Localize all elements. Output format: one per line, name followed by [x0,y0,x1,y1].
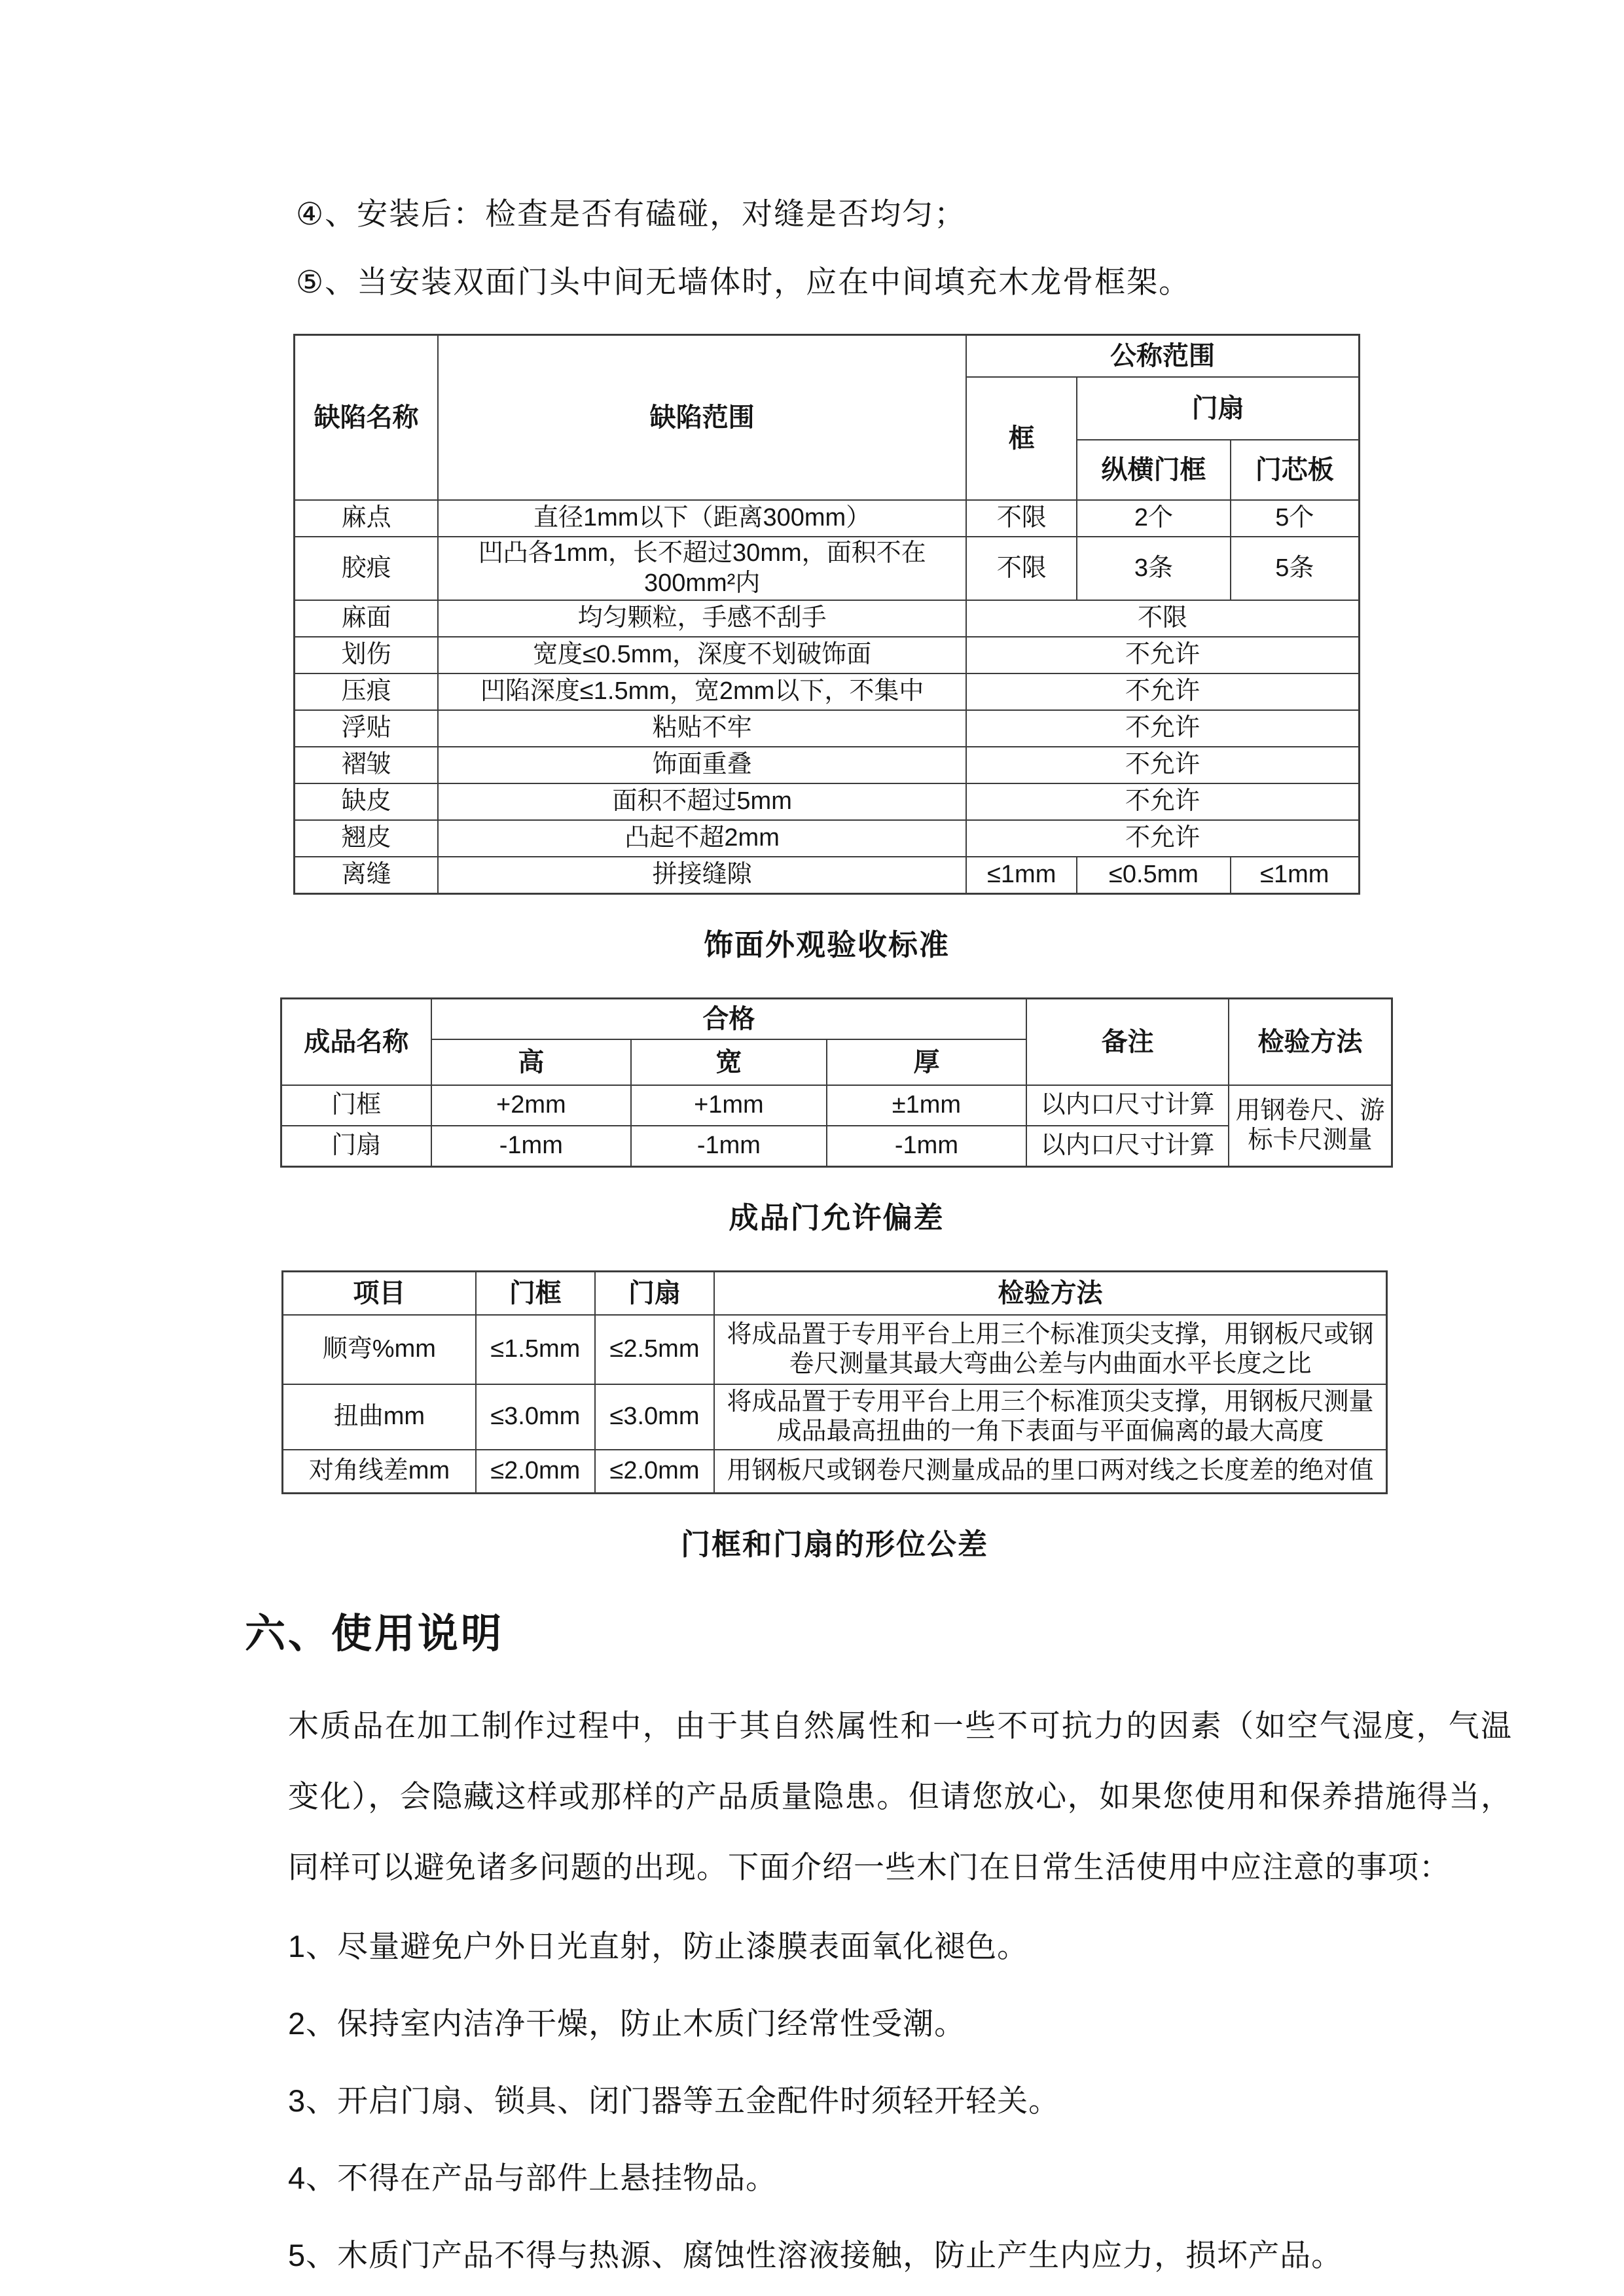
t2-r0-h: +2mm [431,1085,631,1126]
table-row [295,747,1360,783]
t1-r1-frame: 不限 [966,537,1077,600]
t1-r0-frame: 不限 [966,500,1077,537]
usage-list [288,1929,1512,2273]
t1-r2-value: 不限 [966,600,1359,637]
t3-r2-item: 对角线差mm [283,1450,476,1494]
t1-r9-range: 拼接缝隙 [438,857,966,894]
table-row [283,1315,1387,1384]
t2-header-method: 检验方法 [1229,999,1392,1086]
t3-r2-frame: ≤2.0mm [476,1450,595,1494]
t1-r8-name: 翘皮 [295,820,439,857]
t1-r2-range: 均匀颗粒，手感不刮手 [438,600,966,637]
t3-header-leaf: 门扇 [595,1272,714,1316]
t3-header-method: 检验方法 [714,1272,1386,1316]
geometry-table [281,1270,1388,1494]
install-step-5: ⑤、当安装双面门头中间无墙体时，应在中间填充木龙骨框架。 [296,264,1191,300]
t1-r8-value: 不允许 [966,820,1359,857]
geometry-table-caption: 门框和门扇的形位公差 [680,1528,988,1562]
tolerance-table-block [280,997,1393,1236]
t2-r1-w: -1mm [631,1126,827,1167]
t1-r4-range: 凹陷深度≤1.5mm，宽2mm以下，不集中 [438,673,966,710]
t1-r9-frame: ≤1mm [966,857,1077,894]
table-row [295,673,1360,710]
tolerance-table [280,997,1393,1168]
t1-header-defect-name: 缺陷名称 [295,335,439,501]
t1-r3-range: 宽度≤0.5mm，深度不划破饰面 [438,637,966,673]
t3-r0-item: 顺弯%mm [283,1315,476,1384]
t1-header-defect-range: 缺陷范围 [438,335,966,501]
t1-r0-range: 直径1mm以下（距离300mm） [438,500,966,537]
t2-header-note: 备注 [1026,999,1229,1086]
t1-r1-vh: 3条 [1077,537,1230,600]
t1-r6-value: 不允许 [966,747,1359,783]
t1-r9-core: ≤1mm [1231,857,1360,894]
table-row [295,710,1360,747]
t1-header-core-board: 门芯板 [1231,440,1360,500]
defect-table-block [293,334,1360,963]
t1-r2-name: 麻面 [295,600,439,637]
list-item: 3、开启门扇、锁具、闭门器等五金配件时须轻开轻关。 [288,2083,1060,2119]
t1-header-nominal-range: 公称范围 [966,335,1359,378]
t1-r8-range: 凸起不超2mm [438,820,966,857]
t1-r1-range: 凹凸各1mm，长不超过30mm，面积不在300mm²内 [438,537,966,600]
t3-r2-method: 用钢板尺或钢卷尺测量成品的里口两对线之长度差的绝对值 [714,1450,1386,1494]
tolerance-table-caption: 成品门允许偏差 [729,1201,945,1235]
section-heading-usage: 六、使用说明 [245,1611,505,1657]
defect-table [293,334,1360,895]
t3-r1-item: 扭曲mm [283,1384,476,1450]
table-row [295,857,1360,894]
t3-r2-leaf: ≤2.0mm [595,1450,714,1494]
table-row [281,1126,1392,1167]
geometry-table-block [281,1270,1388,1563]
t2-r1-h: -1mm [431,1126,631,1167]
table-row [283,1450,1387,1494]
install-step-4: ④、安装后：检查是否有磕碰，对缝是否均匀； [296,196,967,231]
t1-r6-name: 褶皱 [295,747,439,783]
t2-r0-w: +1mm [631,1085,827,1126]
list-item: 1、尽量避免户外日光直射，防止漆膜表面氧化褪色。 [288,1929,1029,1964]
t2-r1-t: -1mm [827,1126,1026,1167]
t1-r7-range: 面积不超过5mm [438,783,966,820]
table-row [295,500,1360,537]
table-row [295,637,1360,673]
table-row [295,600,1360,637]
t2-r0-note: 以内口尺寸计算 [1026,1085,1229,1126]
t2-header-product-name: 成品名称 [281,999,431,1086]
t1-r4-name: 压痕 [295,673,439,710]
t2-header-thickness: 厚 [827,1039,1026,1085]
t2-header-height: 高 [431,1039,631,1085]
t1-r1-name: 胶痕 [295,537,439,600]
t2-r1-name: 门扇 [281,1126,431,1167]
t2-r1-note: 以内口尺寸计算 [1026,1126,1229,1167]
t2-r0-t: ±1mm [827,1085,1026,1126]
t1-header-door-leaf: 门扇 [1077,377,1359,440]
list-item: 2、保持室内洁净干燥，防止木质门经常性受潮。 [288,2006,966,2041]
t1-r6-range: 饰面重叠 [438,747,966,783]
table-row [295,783,1360,820]
t1-r7-name: 缺皮 [295,783,439,820]
t1-r3-name: 划伤 [295,637,439,673]
usage-intro-paragraph: 木质品在加工制作过程中，由于其自然属性和一些不可抗力的因素（如空气湿度，气温变化），会隐藏这样或那样的产品质量隐患。但请您放心，如果您使用和保养措施得当，同样可以避免诸多问题的出现。下面介绍一些木门在日常生活使用中应注意的事项： [288,1708,1512,1885]
t1-r7-value: 不允许 [966,783,1359,820]
t1-header-vh-frame: 纵横门框 [1077,440,1230,500]
t1-r0-vh: 2个 [1077,500,1230,537]
t3-r0-frame: ≤1.5mm [476,1315,595,1384]
table-row [281,1085,1392,1126]
t1-r5-range: 粘贴不牢 [438,710,966,747]
t3-r1-method: 将成品置于专用平台上用三个标准顶尖支撑，用钢板尺测量成品最高扭曲的一角下表面与平面偏离的最大高度 [714,1384,1386,1450]
t3-header-frame: 门框 [476,1272,595,1316]
t2-header-width: 宽 [631,1039,827,1085]
t1-r1-core: 5条 [1231,537,1360,600]
t1-header-frame: 框 [966,377,1077,500]
t3-r1-frame: ≤3.0mm [476,1384,595,1450]
t3-r0-method: 将成品置于专用平台上用三个标准顶尖支撑，用钢板尺或钢卷尺测量其最大弯曲公差与内曲面水平长度之比 [714,1315,1386,1384]
t1-r5-name: 浮贴 [295,710,439,747]
t1-r0-core: 5个 [1231,500,1360,537]
list-item: 5、木质门产品不得与热源、腐蚀性溶液接触，防止产生内应力，损坏产品。 [288,2238,1343,2273]
t1-r3-value: 不允许 [966,637,1359,673]
t1-r0-name: 麻点 [295,500,439,537]
t3-header-item: 项目 [283,1272,476,1316]
t1-r4-value: 不允许 [966,673,1359,710]
t1-r9-vh: ≤0.5mm [1077,857,1230,894]
t1-r5-value: 不允许 [966,710,1359,747]
table-row [283,1384,1387,1450]
t2-r0-name: 门框 [281,1085,431,1126]
t3-r0-leaf: ≤2.5mm [595,1315,714,1384]
defect-table-caption: 饰面外观验收标准 [703,928,950,962]
t3-r1-leaf: ≤3.0mm [595,1384,714,1450]
table-row [295,537,1360,600]
t2-method-merged: 用钢卷尺、游标卡尺测量 [1229,1085,1392,1167]
table-row [295,820,1360,857]
t1-r9-name: 离缝 [295,857,439,894]
t2-header-pass: 合格 [431,999,1027,1040]
list-item: 4、不得在产品与部件上悬挂物品。 [288,2161,778,2196]
